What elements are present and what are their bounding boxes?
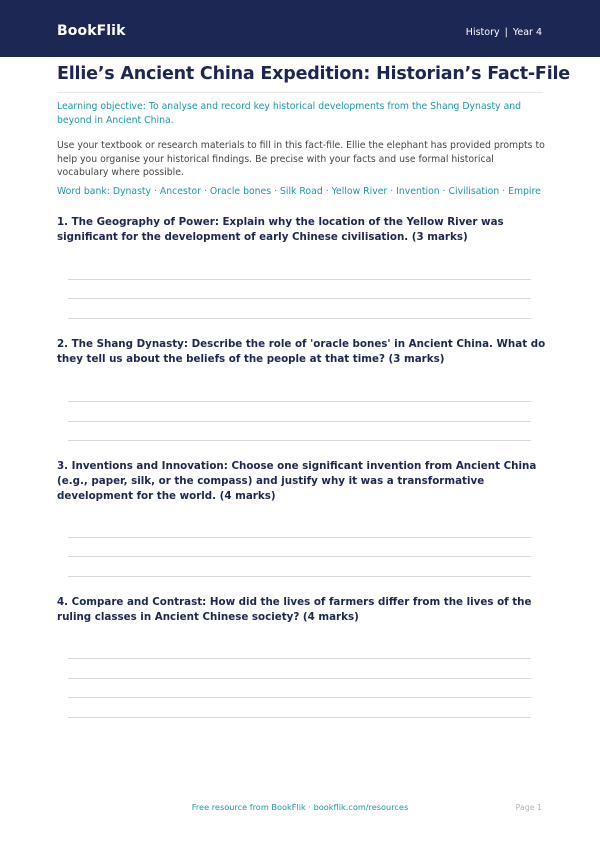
title-divider xyxy=(57,92,543,93)
question-4-prompt: 4. Compare and Contrast: How did the lives of farmers differ from the lives of the ruling classes in Ancient Chinese society? (4 marks) xyxy=(57,596,532,623)
answer-line[interactable] xyxy=(68,678,531,679)
answer-line[interactable] xyxy=(68,298,531,299)
question-2-prompt: 2. The Shang Dynasty: Describe the role of 'oracle bones' in Ancient China. What do they tell us about the beliefs of the people at that time? (3 marks) xyxy=(57,338,546,365)
footer-resource-link[interactable]: Free resource from BookFlik · bookflik.com/resources xyxy=(191,802,409,812)
word-bank: Word bank: Dynasty · Ancestor · Oracle bones · Silk Road · Yellow River · Invention · Civilisation · Empire xyxy=(57,186,541,197)
answer-line[interactable] xyxy=(68,421,531,422)
question-3-prompt: 3. Inventions and Innovation: Choose one significant invention from Ancient China (e.g., paper, silk, or the compass) and justify why it was a transformative development for the world. (4 marks) xyxy=(57,460,537,502)
brand-logo[interactable]: BookFlik xyxy=(57,23,126,39)
answer-line[interactable] xyxy=(68,717,531,718)
breadcrumb-separator: | xyxy=(504,27,508,38)
learning-objective: Learning objective: To analyse and record key historical developments from the Shang Dynasty and beyond in Ancient China. xyxy=(57,101,522,126)
answer-line[interactable] xyxy=(68,401,531,402)
answer-line[interactable] xyxy=(68,576,531,577)
page-title: Ellie’s Ancient China Expedition: Historian’s Fact-File xyxy=(57,64,570,84)
question-1-prompt: 1. The Geography of Power: Explain why the location of the Yellow River was significant for the development of early Chinese civilisation. (3 marks) xyxy=(57,216,504,243)
header-bar xyxy=(0,0,600,57)
breadcrumb-year[interactable]: Year 4 xyxy=(512,27,542,38)
answer-line[interactable] xyxy=(68,697,531,698)
answer-line[interactable] xyxy=(68,537,531,538)
breadcrumb xyxy=(466,27,542,38)
instructions-paragraph: Use your textbook or research materials to fill in this fact-file. Ellie the elephant has provided prompts to help you organise your historical findings. Be precise with your facts and use formal historical vocabulary where possible. xyxy=(57,140,545,178)
answer-line[interactable] xyxy=(68,318,531,319)
breadcrumb-subject[interactable]: History xyxy=(465,27,500,38)
page-number: Page 1 xyxy=(515,803,542,812)
answer-line[interactable] xyxy=(68,440,531,441)
answer-line[interactable] xyxy=(68,279,531,280)
answer-line[interactable] xyxy=(68,658,531,659)
answer-line[interactable] xyxy=(68,556,531,557)
